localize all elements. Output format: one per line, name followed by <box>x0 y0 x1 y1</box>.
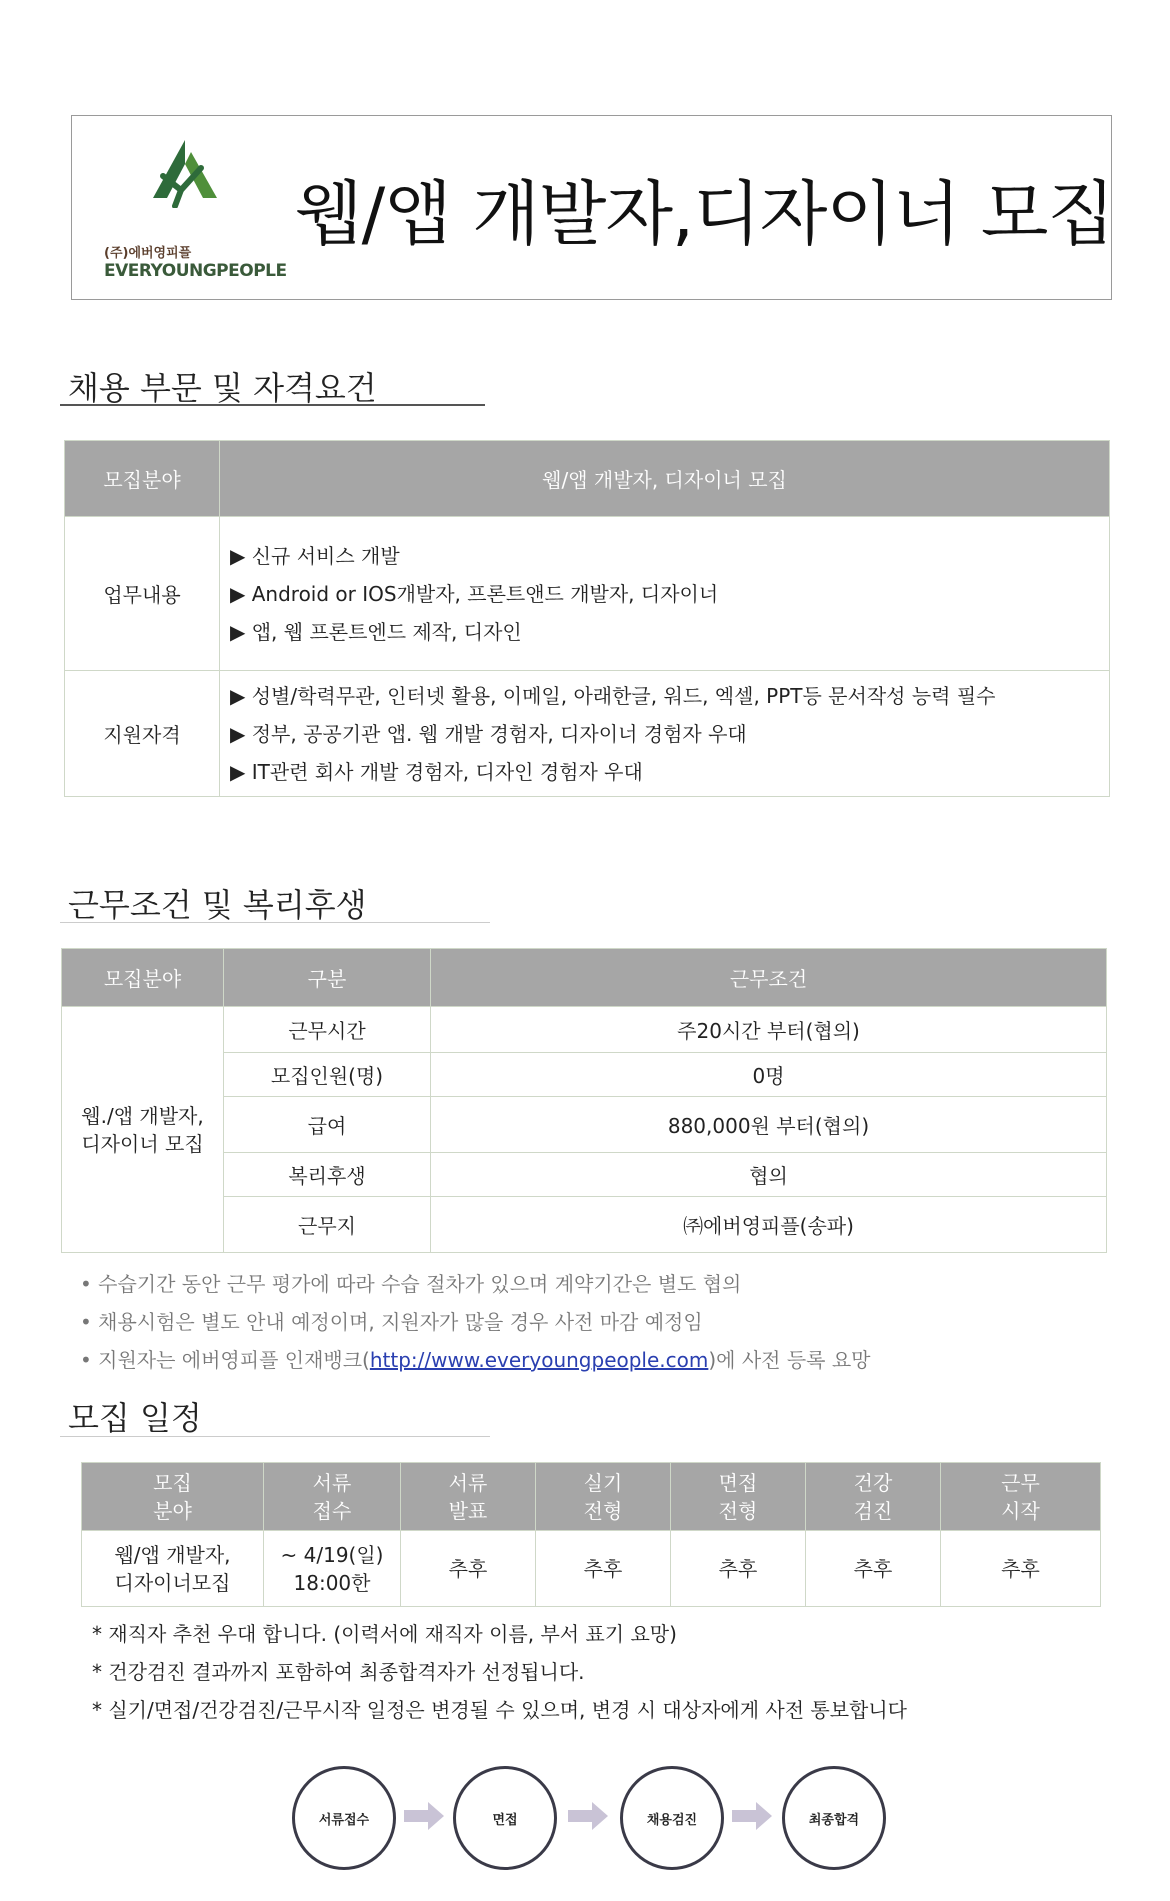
section-underline <box>60 1436 490 1437</box>
list-item: ▶ 신규 서비스 개발 <box>230 543 400 568</box>
table-row <box>65 671 1110 797</box>
header-cell: 면접 전형 <box>671 1463 806 1531</box>
schedule-cell: 웹/앱 개발자, 디자이너모집 <box>82 1531 264 1607</box>
section-title-schedule: 모집 일정 <box>68 1399 202 1437</box>
page-title: 웹/앱 개발자,디자이너 모집 <box>295 173 1115 255</box>
list-item: ▶ 성별/학력무관, 인터넷 활용, 이메일, 아래한글, 워드, 엑셀, PPT등 문서작성 능력 필수 <box>230 683 996 708</box>
note-referral: * 재직자 추천 우대 합니다. (이력서에 재직자 이름, 부서 표기 요망) <box>92 1622 677 1646</box>
list-item: ▶ 정부, 공공기관 앱. 웹 개발 경험자, 디자이너 경험자 우대 <box>230 721 747 746</box>
header-cell: 서류 접수 <box>264 1463 401 1531</box>
arrow-right-icon <box>732 1802 772 1830</box>
table-row <box>82 1531 1101 1607</box>
list-item: ▶ Android or IOS개발자, 프론트앤드 개발자, 디자이너 <box>230 581 719 606</box>
arrow-right-icon <box>568 1802 608 1830</box>
schedule-cell: 추후 <box>806 1531 941 1607</box>
header-cell: 서류 발표 <box>401 1463 536 1531</box>
section-title-conditions: 근무조건 및 복리후생 <box>68 886 367 924</box>
row-label-qualifications: 지원자격 <box>65 671 220 797</box>
list-item: ▶ IT관련 회사 개발 경험자, 디자인 경험자 우대 <box>230 759 643 784</box>
duties-list <box>220 517 1110 671</box>
process-step-label: 최종합격 <box>808 1812 860 1828</box>
row-value: 880,000원 부터(협의) <box>431 1097 1107 1153</box>
header-cell: 구분 <box>224 949 431 1007</box>
note-schedule-change: * 실기/면접/건강검진/근무시작 일정은 변경될 수 있으며, 변경 시 대상자에게 사전 통보합니다 <box>92 1698 907 1722</box>
header-cell: 건강 검진 <box>806 1463 941 1531</box>
process-step-label: 면접 <box>492 1812 518 1828</box>
schedule-cell: 추후 <box>536 1531 671 1607</box>
header-cell: 근무 시작 <box>941 1463 1101 1531</box>
row-key: 근무지 <box>224 1197 431 1253</box>
row-value: 협의 <box>431 1153 1107 1197</box>
section-underline <box>60 922 490 923</box>
note-registration-post: )에 사전 등록 요망 <box>708 1348 871 1372</box>
note-registration <box>80 1344 870 1373</box>
row-key: 근무시간 <box>224 1007 431 1053</box>
table-row <box>62 1007 1107 1053</box>
process-step-interview <box>453 1766 557 1870</box>
process-step-label: 서류접수 <box>318 1812 370 1828</box>
list-item: ▶ 앱, 웹 프론트엔드 제작, 디자인 <box>230 619 522 644</box>
arrow-right-icon <box>404 1802 444 1830</box>
talent-bank-link[interactable]: http://www.everyoungpeople.com <box>369 1348 709 1372</box>
note-probation: • 수습기간 동안 근무 평가에 따라 수습 절차가 있으며 계약기간은 별도 협의 <box>80 1272 742 1296</box>
field-cell: 웹./앱 개발자, 디자이너 모집 <box>62 1007 224 1253</box>
requirements-table <box>64 440 1110 797</box>
process-step-label: 채용검진 <box>646 1812 698 1828</box>
header-cell: 근무조건 <box>431 949 1107 1007</box>
schedule-cell: ~ 4/19(일) 18:00한 <box>264 1531 401 1607</box>
process-step-documents <box>292 1766 396 1870</box>
row-key: 복리후생 <box>224 1153 431 1197</box>
process-step-health-check <box>620 1766 724 1870</box>
logo-english-name: EVERYOUNGPEOPLE <box>104 261 287 281</box>
row-value: 0명 <box>431 1053 1107 1097</box>
conditions-table <box>61 948 1107 1253</box>
qualifications-list <box>220 671 1110 797</box>
row-key: 모집인원(명) <box>224 1053 431 1097</box>
table-row <box>65 517 1110 671</box>
note-registration-pre: • 지원자는 에버영피플 인재뱅크( <box>80 1348 370 1372</box>
header-cell: 실기 전형 <box>536 1463 671 1531</box>
schedule-table <box>81 1462 1101 1607</box>
row-value: 주20시간 부터(협의) <box>431 1007 1107 1053</box>
schedule-cell: 추후 <box>671 1531 806 1607</box>
section-title-requirements: 채용 부문 및 자격요건 <box>68 369 377 407</box>
header-cell: 모집 분야 <box>82 1463 264 1531</box>
section-underline <box>60 404 485 406</box>
row-label-duties: 업무내용 <box>65 517 220 671</box>
note-exam: • 채용시험은 별도 안내 예정이며, 지원자가 많을 경우 사전 마감 예정임 <box>80 1310 703 1334</box>
company-logo-icon <box>145 138 225 208</box>
row-value: ㈜에버영피플(송파) <box>431 1197 1107 1253</box>
note-health-check: * 건강검진 결과까지 포함하여 최종합격자가 선정됩니다. <box>92 1660 585 1684</box>
header-cell: 모집분야 <box>62 949 224 1007</box>
row-key: 급여 <box>224 1097 431 1153</box>
schedule-cell: 추후 <box>401 1531 536 1607</box>
process-step-final <box>782 1766 886 1870</box>
schedule-cell: 추후 <box>941 1531 1101 1607</box>
header-cell-field: 모집분야 <box>65 441 220 517</box>
logo-korean-name: (주)에버영피플 <box>104 246 192 261</box>
header-cell-value: 웹/앱 개발자, 디자이너 모집 <box>220 441 1110 517</box>
